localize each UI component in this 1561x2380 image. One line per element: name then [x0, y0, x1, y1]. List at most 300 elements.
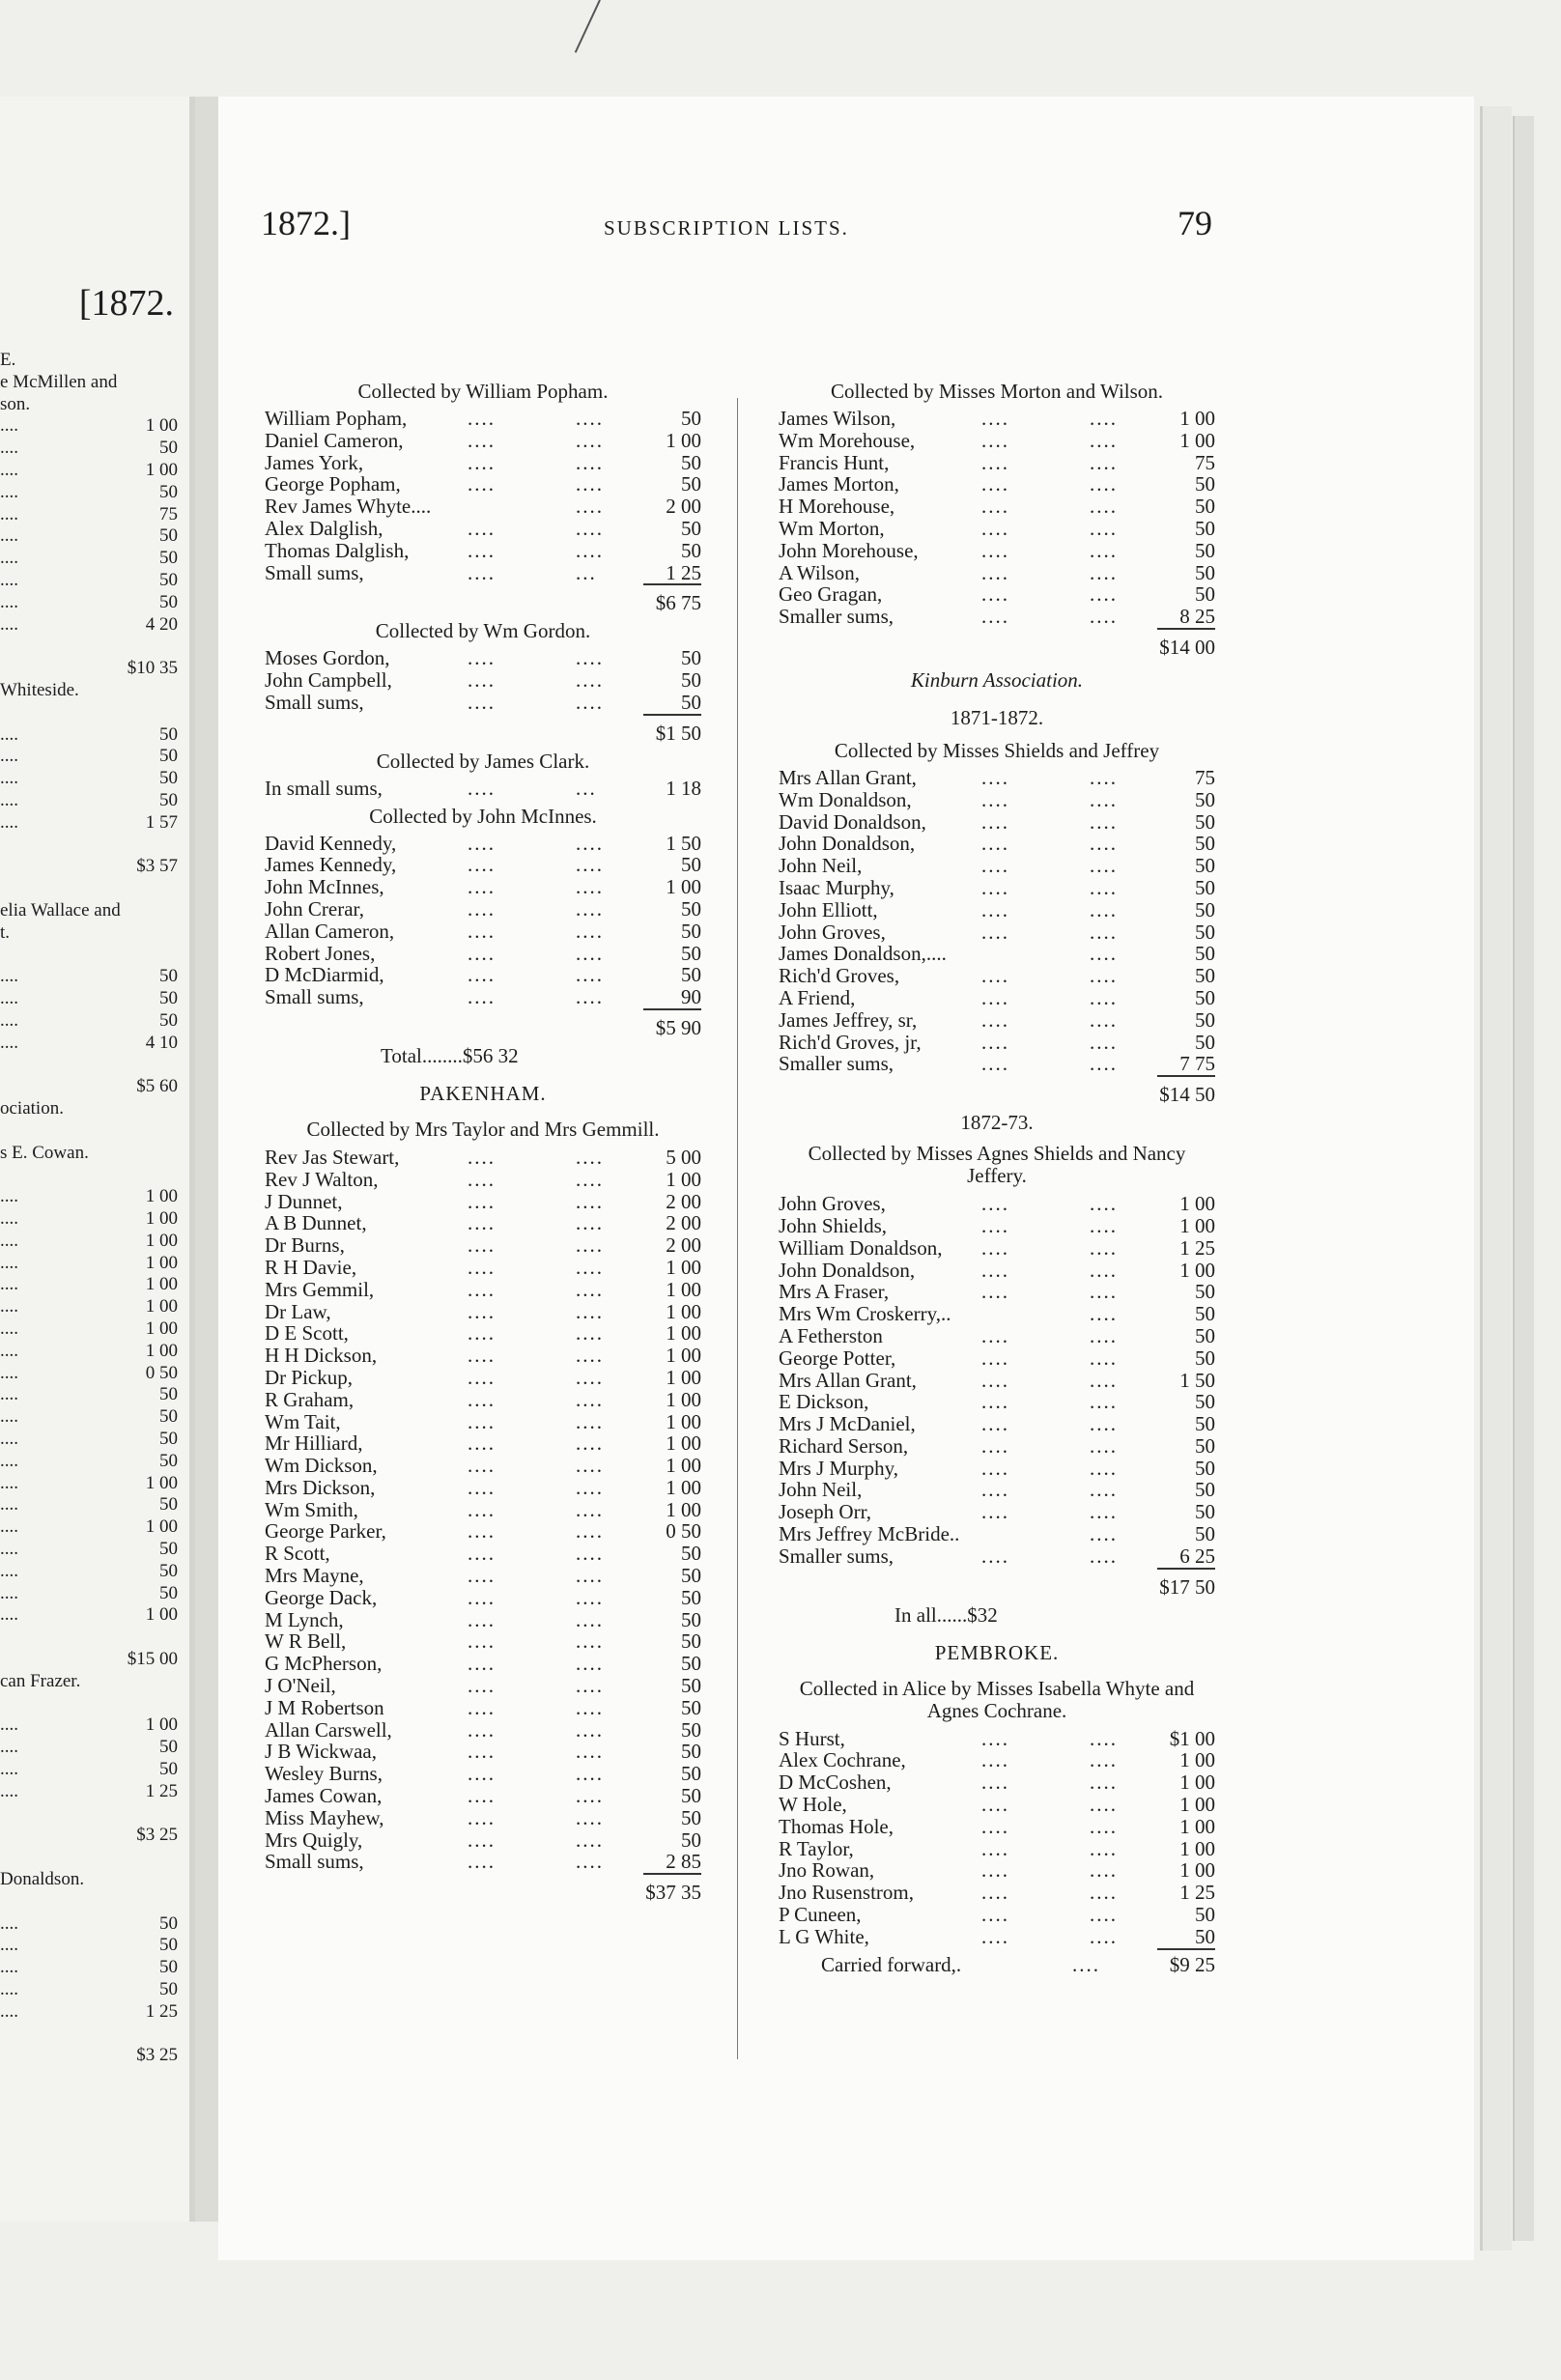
- subscription-amount: 50: [1195, 920, 1215, 944]
- subscriber-row: [265, 921, 701, 943]
- leader-dots: ....: [576, 1542, 604, 1566]
- subscription-amount: 50: [681, 1652, 701, 1676]
- subscriber-row: [779, 1458, 1215, 1480]
- subscriber-name: A Friend,: [779, 985, 856, 1009]
- grand-total: Total........$56 32: [381, 1043, 519, 1067]
- left-line-text: ....: [0, 1759, 18, 1779]
- subscriber-name: Mrs Mayne,: [265, 1564, 364, 1588]
- leader-dots: ....: [468, 1475, 496, 1499]
- subscriber-name: Mrs Allan Grant,: [779, 1368, 917, 1392]
- subscriber-name: John Groves,: [779, 1192, 886, 1216]
- leader-dots: ....: [576, 472, 604, 496]
- subscriber-row: [265, 1455, 701, 1477]
- leader-dots: ....: [468, 853, 496, 877]
- subscriber-name: Small sums,: [265, 1850, 364, 1874]
- subtotal-amount: $1 50: [655, 721, 701, 745]
- left-line-amount: 50: [159, 1978, 178, 1999]
- left-page-line: [0, 856, 178, 878]
- subscriber-name: Mrs Wm Croskerry,..: [779, 1302, 951, 1326]
- left-line-text: ....: [0, 789, 18, 810]
- subscriber-row: [265, 986, 701, 1008]
- subtotal-amount: $6 75: [655, 591, 701, 615]
- left-line-amount: 75: [159, 503, 178, 524]
- subscriber-row: [779, 1882, 1215, 1904]
- subscriber-name: D McCoshen,: [779, 1771, 892, 1795]
- place-heading: PEMBROKE.: [934, 1640, 1060, 1664]
- left-page-line: [0, 1759, 178, 1781]
- left-line-amount: 1 00: [145, 1714, 178, 1736]
- leader-dots: ....: [576, 516, 604, 540]
- subscriber-name: Mrs Gemmil,: [265, 1277, 375, 1301]
- left-page-line: [0, 548, 178, 570]
- subscriber-name: D McDiarmid,: [265, 963, 384, 987]
- subscription-amount: 50: [1195, 1390, 1215, 1414]
- page-edge: [1480, 106, 1512, 2251]
- leader-dots: ....: [468, 985, 496, 1009]
- subscription-amount: 50: [681, 1564, 701, 1588]
- subscriber-name: John Neil,: [779, 854, 863, 878]
- page-edge-outer: [1513, 116, 1534, 2241]
- left-page-lines: [0, 350, 178, 2067]
- leader-dots: ....: [576, 428, 604, 452]
- left-line-text: ....: [0, 1450, 18, 1471]
- subscription-amount: 50: [681, 1695, 701, 1719]
- leader-dots: ....: [468, 516, 496, 540]
- left-page-line: [0, 1516, 178, 1539]
- subscriber-row: [265, 473, 701, 496]
- subscription-amount: 50: [681, 1805, 701, 1829]
- subscriber-row: [265, 1389, 701, 1411]
- left-line-amount: $5 60: [136, 1076, 178, 1097]
- left-line-amount: 50: [159, 1737, 178, 1758]
- subscription-amount: 1 00: [1179, 1258, 1215, 1282]
- subscription-amount: 1 00: [666, 1409, 701, 1433]
- leader-dots: ....: [1090, 582, 1118, 607]
- leader-dots: ....: [468, 1784, 496, 1808]
- subscriber-name: Smaller sums,: [779, 1052, 894, 1076]
- leader-dots: ....: [468, 560, 496, 584]
- left-line-amount: 1 00: [145, 1516, 178, 1538]
- subscriber-row: [265, 1191, 701, 1213]
- subscription-amount: 2 00: [666, 1189, 701, 1213]
- subscriber-name: Mrs A Fraser,: [779, 1280, 890, 1304]
- subscriber-row: [265, 1697, 701, 1719]
- subtotal-row: [779, 628, 1215, 659]
- leader-dots: ....: [981, 920, 1009, 944]
- subscription-amount: 50: [1195, 897, 1215, 921]
- leader-dots: ....: [576, 1299, 604, 1323]
- subtotal-rule: [1157, 628, 1215, 630]
- leader-dots: ....: [981, 450, 1009, 474]
- left-line-amount: 50: [159, 1429, 178, 1450]
- left-page-header: [1872.: [78, 283, 174, 324]
- leader-dots: ....: [981, 1258, 1009, 1282]
- leader-dots: ....: [1090, 495, 1118, 519]
- leader-dots: ....: [1090, 1030, 1118, 1054]
- left-line-text: ....: [0, 1604, 18, 1626]
- subscriber-name: Dr Law,: [265, 1299, 331, 1323]
- section-heading: Collected by Misses Shields and Jeffrey: [834, 738, 1160, 762]
- subscriber-row: [265, 1609, 701, 1631]
- subscriber-row: [779, 1260, 1215, 1282]
- left-page-line: [0, 372, 178, 394]
- subtotal-row: [265, 1008, 701, 1039]
- left-page-line: [0, 394, 178, 416]
- section-heading: Collected by William Popham.: [357, 380, 609, 403]
- section-heading: 1872-73.: [960, 1111, 1034, 1135]
- subscriber-row: [779, 1859, 1215, 1882]
- left-line-text: E.: [0, 350, 16, 370]
- subscription-amount: 50: [1195, 809, 1215, 834]
- subscription-amount: 1 00: [666, 1475, 701, 1499]
- leader-dots: ....: [981, 1192, 1009, 1216]
- subscription-amount: 1 00: [1179, 1814, 1215, 1838]
- leader-dots: ....: [1090, 428, 1118, 452]
- leader-dots: ....: [981, 1213, 1009, 1237]
- left-page-line: [0, 2001, 178, 2024]
- left-line-text: ....: [0, 746, 18, 767]
- subscriber-row: [265, 1543, 701, 1565]
- leader-dots: ....: [1090, 1412, 1118, 1436]
- leader-dots: ....: [468, 1805, 496, 1829]
- subscriber-name: Small sums,: [265, 985, 364, 1009]
- leader-dots: ....: [1090, 985, 1118, 1009]
- subscriber-name: John Elliott,: [779, 897, 878, 921]
- subscription-amount: 90: [681, 985, 701, 1009]
- subscriber-row: [779, 1413, 1215, 1435]
- subscription-amount: 5 00: [666, 1145, 701, 1169]
- subscription-amount: 50: [1195, 1478, 1215, 1502]
- left-line-amount: 50: [159, 548, 178, 569]
- subscription-amount: 50: [1195, 854, 1215, 878]
- leader-dots: ....: [468, 831, 496, 855]
- subscription-amount: 50: [681, 896, 701, 921]
- left-line-amount: 0 50: [145, 1362, 178, 1383]
- left-page-line: [0, 680, 178, 702]
- leader-dots: ....: [981, 1433, 1009, 1458]
- leader-dots: ....: [576, 985, 604, 1009]
- leader-dots: ....: [576, 1740, 604, 1764]
- leader-dots: ....: [576, 1211, 604, 1235]
- leader-dots: ....: [576, 668, 604, 693]
- left-page-line: [0, 592, 178, 614]
- subscription-amount: 50: [1195, 472, 1215, 496]
- subscriber-row: [265, 1499, 701, 1521]
- subscriber-name: Daniel Cameron,: [265, 428, 404, 452]
- left-line-text: s E. Cowan.: [0, 1142, 89, 1163]
- left-page-line: [0, 1164, 178, 1186]
- left-line-amount: 50: [159, 481, 178, 502]
- leader-dots: ....: [1090, 875, 1118, 899]
- subscription-amount: 6 25: [1179, 1544, 1215, 1568]
- leader-dots: ....: [1090, 1052, 1118, 1076]
- subtotal-row: [265, 1873, 701, 1904]
- leader-dots: ....: [981, 854, 1009, 878]
- subscriber-row: [265, 1653, 701, 1675]
- subscriber-row: [265, 1763, 701, 1785]
- subscription-amount: 1 00: [1179, 1192, 1215, 1216]
- subscriber-row: [265, 1345, 701, 1367]
- left-line-amount: 1 00: [145, 1340, 178, 1361]
- subscription-amount: 2 85: [666, 1850, 701, 1874]
- subscriber-name: S Hurst,: [779, 1726, 845, 1750]
- subscriber-row: [265, 1675, 701, 1697]
- subscription-amount: 50: [681, 1674, 701, 1698]
- subscriber-row: [779, 943, 1215, 965]
- subscriber-row: [265, 1169, 701, 1191]
- left-line-text: ....: [0, 1208, 18, 1230]
- subscriber-name: John Shields,: [779, 1213, 888, 1237]
- leader-dots: ....: [981, 1007, 1009, 1032]
- leader-dots: ....: [576, 831, 604, 855]
- subscriber-name: James Jeffrey, sr,: [779, 1007, 918, 1032]
- subscriber-name: D E Scott,: [265, 1321, 349, 1346]
- subscriber-name: James York,: [265, 450, 364, 474]
- subscriber-name: James Morton,: [779, 472, 899, 496]
- leader-dots: ....: [981, 1836, 1009, 1860]
- leader-dots: ....: [981, 472, 1009, 496]
- leader-dots: ....: [981, 582, 1009, 607]
- leader-dots: ....: [1090, 809, 1118, 834]
- left-line-amount: 50: [159, 1912, 178, 1934]
- subscription-amount: 50: [681, 646, 701, 670]
- subscriber-row: [265, 1719, 701, 1742]
- leader-dots: ....: [1090, 1302, 1118, 1326]
- leader-dots: ....: [468, 1564, 496, 1588]
- subscriber-row: [265, 669, 701, 692]
- left-line-amount: 1 00: [145, 1252, 178, 1273]
- subscriber-row: [265, 1367, 701, 1389]
- subscriber-name: R Taylor,: [779, 1836, 854, 1860]
- leader-dots: ....: [468, 1409, 496, 1433]
- left-line-text: ....: [0, 1318, 18, 1340]
- subscription-amount: 50: [681, 407, 701, 430]
- subscription-amount: 50: [681, 1784, 701, 1808]
- left-line-text: ....: [0, 2000, 18, 2022]
- subscriber-name: Smaller sums,: [779, 1544, 894, 1568]
- leader-dots: ....: [1090, 1500, 1118, 1524]
- subscriber-name: Wm Tait,: [265, 1409, 341, 1433]
- subscription-amount: 1 25: [1179, 1881, 1215, 1905]
- leader-dots: ....: [576, 1564, 604, 1588]
- leader-dots: ....: [1090, 1522, 1118, 1546]
- left-line-text: Donaldson.: [0, 1868, 85, 1889]
- leader-dots: ....: [468, 1299, 496, 1323]
- subtotal-rule: [1157, 1075, 1215, 1077]
- left-page-line: [0, 636, 178, 658]
- subscriber-row: [265, 1741, 701, 1763]
- subscription-amount: 50: [681, 963, 701, 987]
- subtotal-row: [779, 1075, 1215, 1106]
- subscriber-name: Mrs Jeffrey McBride..: [779, 1522, 960, 1546]
- leader-dots: ....: [576, 1762, 604, 1786]
- left-line-amount: 50: [159, 1009, 178, 1031]
- leader-dots: ....: [468, 428, 496, 452]
- subscriber-row: [265, 1301, 701, 1323]
- leader-dots: ....: [1090, 1433, 1118, 1458]
- subscription-amount: 1 00: [666, 1299, 701, 1323]
- left-page-line: [0, 570, 178, 592]
- left-page-line: [0, 1891, 178, 1913]
- leader-dots: ....: [468, 1365, 496, 1389]
- subscriber-name: J M Robertson: [265, 1695, 384, 1719]
- subscriber-name: Rev Jas Stewart,: [265, 1145, 400, 1169]
- left-line-text: t.: [0, 921, 11, 943]
- subscriber-row: [265, 1630, 701, 1653]
- left-line-text: ....: [0, 1472, 18, 1493]
- subscriber-row: [779, 1215, 1215, 1237]
- subscriber-name: G McPherson,: [265, 1652, 383, 1676]
- leader-dots: ....: [468, 1277, 496, 1301]
- left-line-amount: 4 10: [145, 1032, 178, 1053]
- subscriber-row: [265, 1432, 701, 1455]
- section-heading: Collected by John McInnes.: [369, 804, 597, 828]
- left-line-text: son.: [0, 393, 31, 414]
- leader-dots: ....: [468, 1519, 496, 1544]
- left-page-line: [0, 1473, 178, 1495]
- leader-dots: ....: [576, 1695, 604, 1719]
- subscriber-row: [265, 1829, 701, 1852]
- subscriber-row: [265, 452, 701, 474]
- leader-dots: ....: [468, 1717, 496, 1742]
- left-page-line: [0, 525, 178, 548]
- left-line-amount: 50: [159, 569, 178, 590]
- subscriber-row: [779, 965, 1215, 987]
- leader-dots: ....: [576, 1233, 604, 1258]
- association-heading: Kinburn Association.: [910, 667, 1084, 692]
- left-line-text: ....: [0, 1978, 18, 1999]
- subscriber-name: Mrs Quigly,: [265, 1828, 363, 1852]
- leader-dots: ....: [981, 605, 1009, 629]
- subscription-amount: 50: [1195, 787, 1215, 811]
- left-line-amount: 50: [159, 525, 178, 547]
- subscriber-name: William Donaldson,: [779, 1235, 943, 1260]
- left-line-text: ....: [0, 503, 18, 524]
- leader-dots: ....: [576, 690, 604, 714]
- left-page-line: [0, 2024, 178, 2046]
- left-line-amount: 50: [159, 746, 178, 767]
- subscriber-name: Alex Dalglish,: [265, 516, 383, 540]
- subscription-amount: 50: [1195, 875, 1215, 899]
- left-line-amount: 50: [159, 438, 178, 459]
- left-line-amount: $3 25: [136, 1825, 178, 1846]
- leader-dots: ....: [1090, 1346, 1118, 1370]
- subscriber-row: [779, 1545, 1215, 1568]
- left-line-text: ....: [0, 1362, 18, 1383]
- subscription-amount: 50: [1195, 942, 1215, 966]
- leader-dots: ....: [981, 1858, 1009, 1883]
- left-line-text: ....: [0, 525, 18, 547]
- subscriber-name: James Wilson,: [779, 407, 896, 430]
- leader-dots: ....: [576, 1431, 604, 1456]
- grand-total: In all......$32: [894, 1602, 998, 1627]
- leader-dots: ....: [981, 964, 1009, 988]
- left-line-text: ociation.: [0, 1098, 64, 1119]
- left-page-line: [0, 1406, 178, 1429]
- subscription-amount: 50: [1195, 1903, 1215, 1927]
- leader-dots: ....: [1090, 1478, 1118, 1502]
- subscriber-row: [265, 1851, 701, 1873]
- subscriber-name: Thomas Hole,: [779, 1814, 894, 1838]
- leader-dots: ....: [468, 941, 496, 965]
- left-page-line: [0, 1803, 178, 1826]
- leader-dots: ....: [468, 1497, 496, 1521]
- leader-dots: ...: [576, 776, 597, 800]
- subscriber-name: George Parker,: [265, 1519, 386, 1544]
- subscription-amount: 2 00: [666, 1233, 701, 1258]
- subscriber-row: [265, 1587, 701, 1609]
- subscriber-row: [779, 1053, 1215, 1075]
- leader-dots: ....: [576, 1321, 604, 1346]
- left-line-text: ....: [0, 1032, 18, 1053]
- left-line-text: ....: [0, 768, 18, 789]
- left-page-line: [0, 1341, 178, 1363]
- leader-dots: ....: [468, 1255, 496, 1279]
- subscriber-name: John Crerar,: [265, 896, 364, 921]
- subscription-amount: 1 00: [666, 1344, 701, 1368]
- leader-dots: ....: [1090, 605, 1118, 629]
- subscription-amount: 50: [681, 853, 701, 877]
- leader-dots: ....: [1090, 1748, 1118, 1772]
- subscriber-row: [779, 899, 1215, 921]
- subscriber-name: John Donaldson,: [779, 1258, 916, 1282]
- leader-dots: ....: [468, 1211, 496, 1235]
- subscription-amount: 50: [1195, 1030, 1215, 1054]
- subscription-amount: 50: [681, 919, 701, 943]
- subscriber-row: [779, 789, 1215, 811]
- carried-forward-row: [779, 1948, 1215, 1981]
- left-line-amount: 50: [159, 1935, 178, 1956]
- carried-forward-label: Carried forward,.: [821, 1952, 962, 1976]
- left-page-line: [0, 1913, 178, 1936]
- left-line-amount: 50: [159, 1450, 178, 1471]
- left-line-amount: 1 57: [145, 811, 178, 833]
- subscription-amount: 50: [1195, 964, 1215, 988]
- left-page-line: [0, 1076, 178, 1098]
- subscriber-name: Rich'd Groves,: [779, 964, 900, 988]
- subscriber-row: [779, 1816, 1215, 1838]
- subscriber-row: [779, 1325, 1215, 1347]
- left-line-text: elia Wallace and: [0, 899, 121, 921]
- subscription-amount: 1 00: [1179, 1213, 1215, 1237]
- subscriber-name: James Donaldson,....: [779, 942, 947, 966]
- leader-dots: ....: [981, 538, 1009, 562]
- subscriber-name: Isaac Murphy,: [779, 875, 894, 899]
- leader-dots: ....: [1090, 472, 1118, 496]
- leader-dots: ....: [1090, 560, 1118, 584]
- leader-dots: ....: [576, 1607, 604, 1631]
- leader-dots: ....: [1090, 1903, 1118, 1927]
- leader-dots: ....: [981, 428, 1009, 452]
- leader-dots: ....: [576, 1850, 604, 1874]
- subscriber-row: [779, 1501, 1215, 1523]
- leader-dots: ....: [981, 1323, 1009, 1347]
- left-page-line: [0, 1935, 178, 1957]
- subscriber-row: [265, 943, 701, 965]
- left-line-text: ....: [0, 1186, 18, 1207]
- left-line-amount: 1 00: [145, 1230, 178, 1251]
- left-page-line: [0, 1120, 178, 1143]
- leader-dots: ....: [576, 1277, 604, 1301]
- left-line-text: ....: [0, 591, 18, 612]
- leader-dots: ....: [1090, 516, 1118, 540]
- subscription-amount: 2 00: [666, 495, 701, 519]
- left-line-text: ....: [0, 1582, 18, 1603]
- leader-dots: ....: [576, 1344, 604, 1368]
- leader-dots: ....: [1090, 854, 1118, 878]
- left-line-text: ....: [0, 415, 18, 437]
- subscriber-row: [779, 767, 1215, 789]
